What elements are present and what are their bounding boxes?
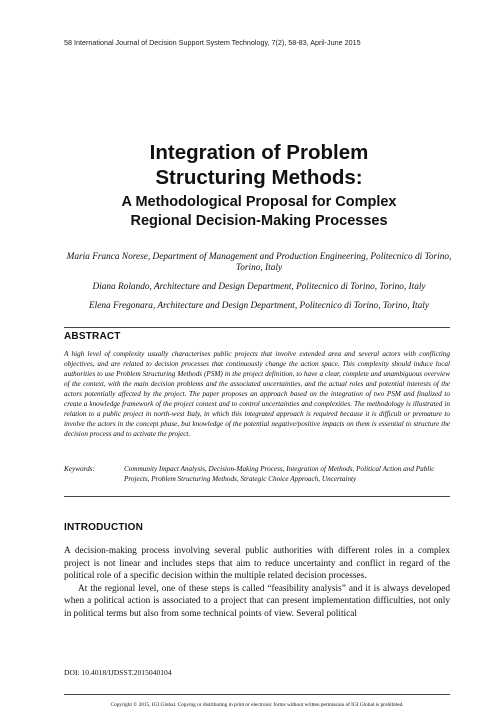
author-affiliation: Elena Fregonara, Architecture and Design Department, Politecnico di Torino, Torino, Italy [89,301,429,311]
author-affiliation: Maria Franca Norese, Department of Management and Production Engineering, Politecnico di Torino, Torino, Italy [66,252,452,273]
running-header: 58 International Journal of Decision Support System Technology, 7(2), 58-83, April-June 2015 [64,38,361,47]
divider-rule [64,327,450,328]
title-block [64,140,454,231]
introduction-paragraph: At the regional level, one of these steps is called “feasibility analysis” and it is always developed when a political action is associated to a project that can present implementation difficulties, not only in political terms but also from some technical points of view. Several political [64,583,450,619]
introduction-body [64,545,450,621]
title-line-2: Structuring Methods: [155,166,363,189]
abstract-text: A high level of complexity usually characterises public projects that involve extended area and several actors with conflicting objectives, and are related to decision processes that continuously change the action space. This complexity should induce local authorities to use Problem Structuring Methods (PSM) in the project definition, to have a clear, complete and unambiguous overview of the context, with the main decision problems and the associated uncertainties, and the actual roles and potential interests of the actors potentially affected by the project. The paper proposes an approach based on the integration of two PSM and finalized to create a knowledge framework of the project context and to control uncertainties and complexities. The methodology is illustrated in relation to a public project in north-west Italy, in which this integrated approach is required because it is difficult or premature to involve the actors in the concept phase, but knowledge of the potential negative/positive impacts on them is essential to structure the decision process and to activate the project. [64,350,450,438]
subtitle-line-1: A Methodological Proposal for Complex [121,194,397,210]
keywords [64,464,450,484]
introduction-paragraph: A decision-making process involving several public authorities with different roles in a complex project is not linear and includes steps that aim to reduce uncertainty and conflict in regard of the political role of a specific decision within the multiple related decision processes. [64,546,450,582]
author-affiliation: Diana Rolando, Architecture and Design Department, Politecnico di Torino, Torino, Italy [92,282,426,292]
title-line-1: Integration of Problem [149,141,369,164]
doi: DOI: 10.4018/IJDSST.2015040104 [64,668,172,677]
subtitle-line-2: Regional Decision-Making Processes [130,213,388,229]
introduction-heading: INTRODUCTION [64,522,144,533]
footer-rule [64,694,450,695]
divider-rule [64,496,450,497]
article-title [64,140,454,190]
keywords-label: Keywords: [64,465,95,473]
copyright-notice: Copyright © 2015, IGI Global. Copying or distributing in print or electronic forms without written permission of IGI Global is prohibited. [110,702,404,708]
author-list [64,252,454,320]
keywords-text: Community Impact Analysis, Decision-Making Process, Integration of Methods, Political Action and Public Projects, Problem Structuring Methods, Strategic Choice Approach, Uncertainty [124,465,435,483]
abstract-heading: ABSTRACT [64,331,121,342]
article-subtitle [64,193,454,231]
